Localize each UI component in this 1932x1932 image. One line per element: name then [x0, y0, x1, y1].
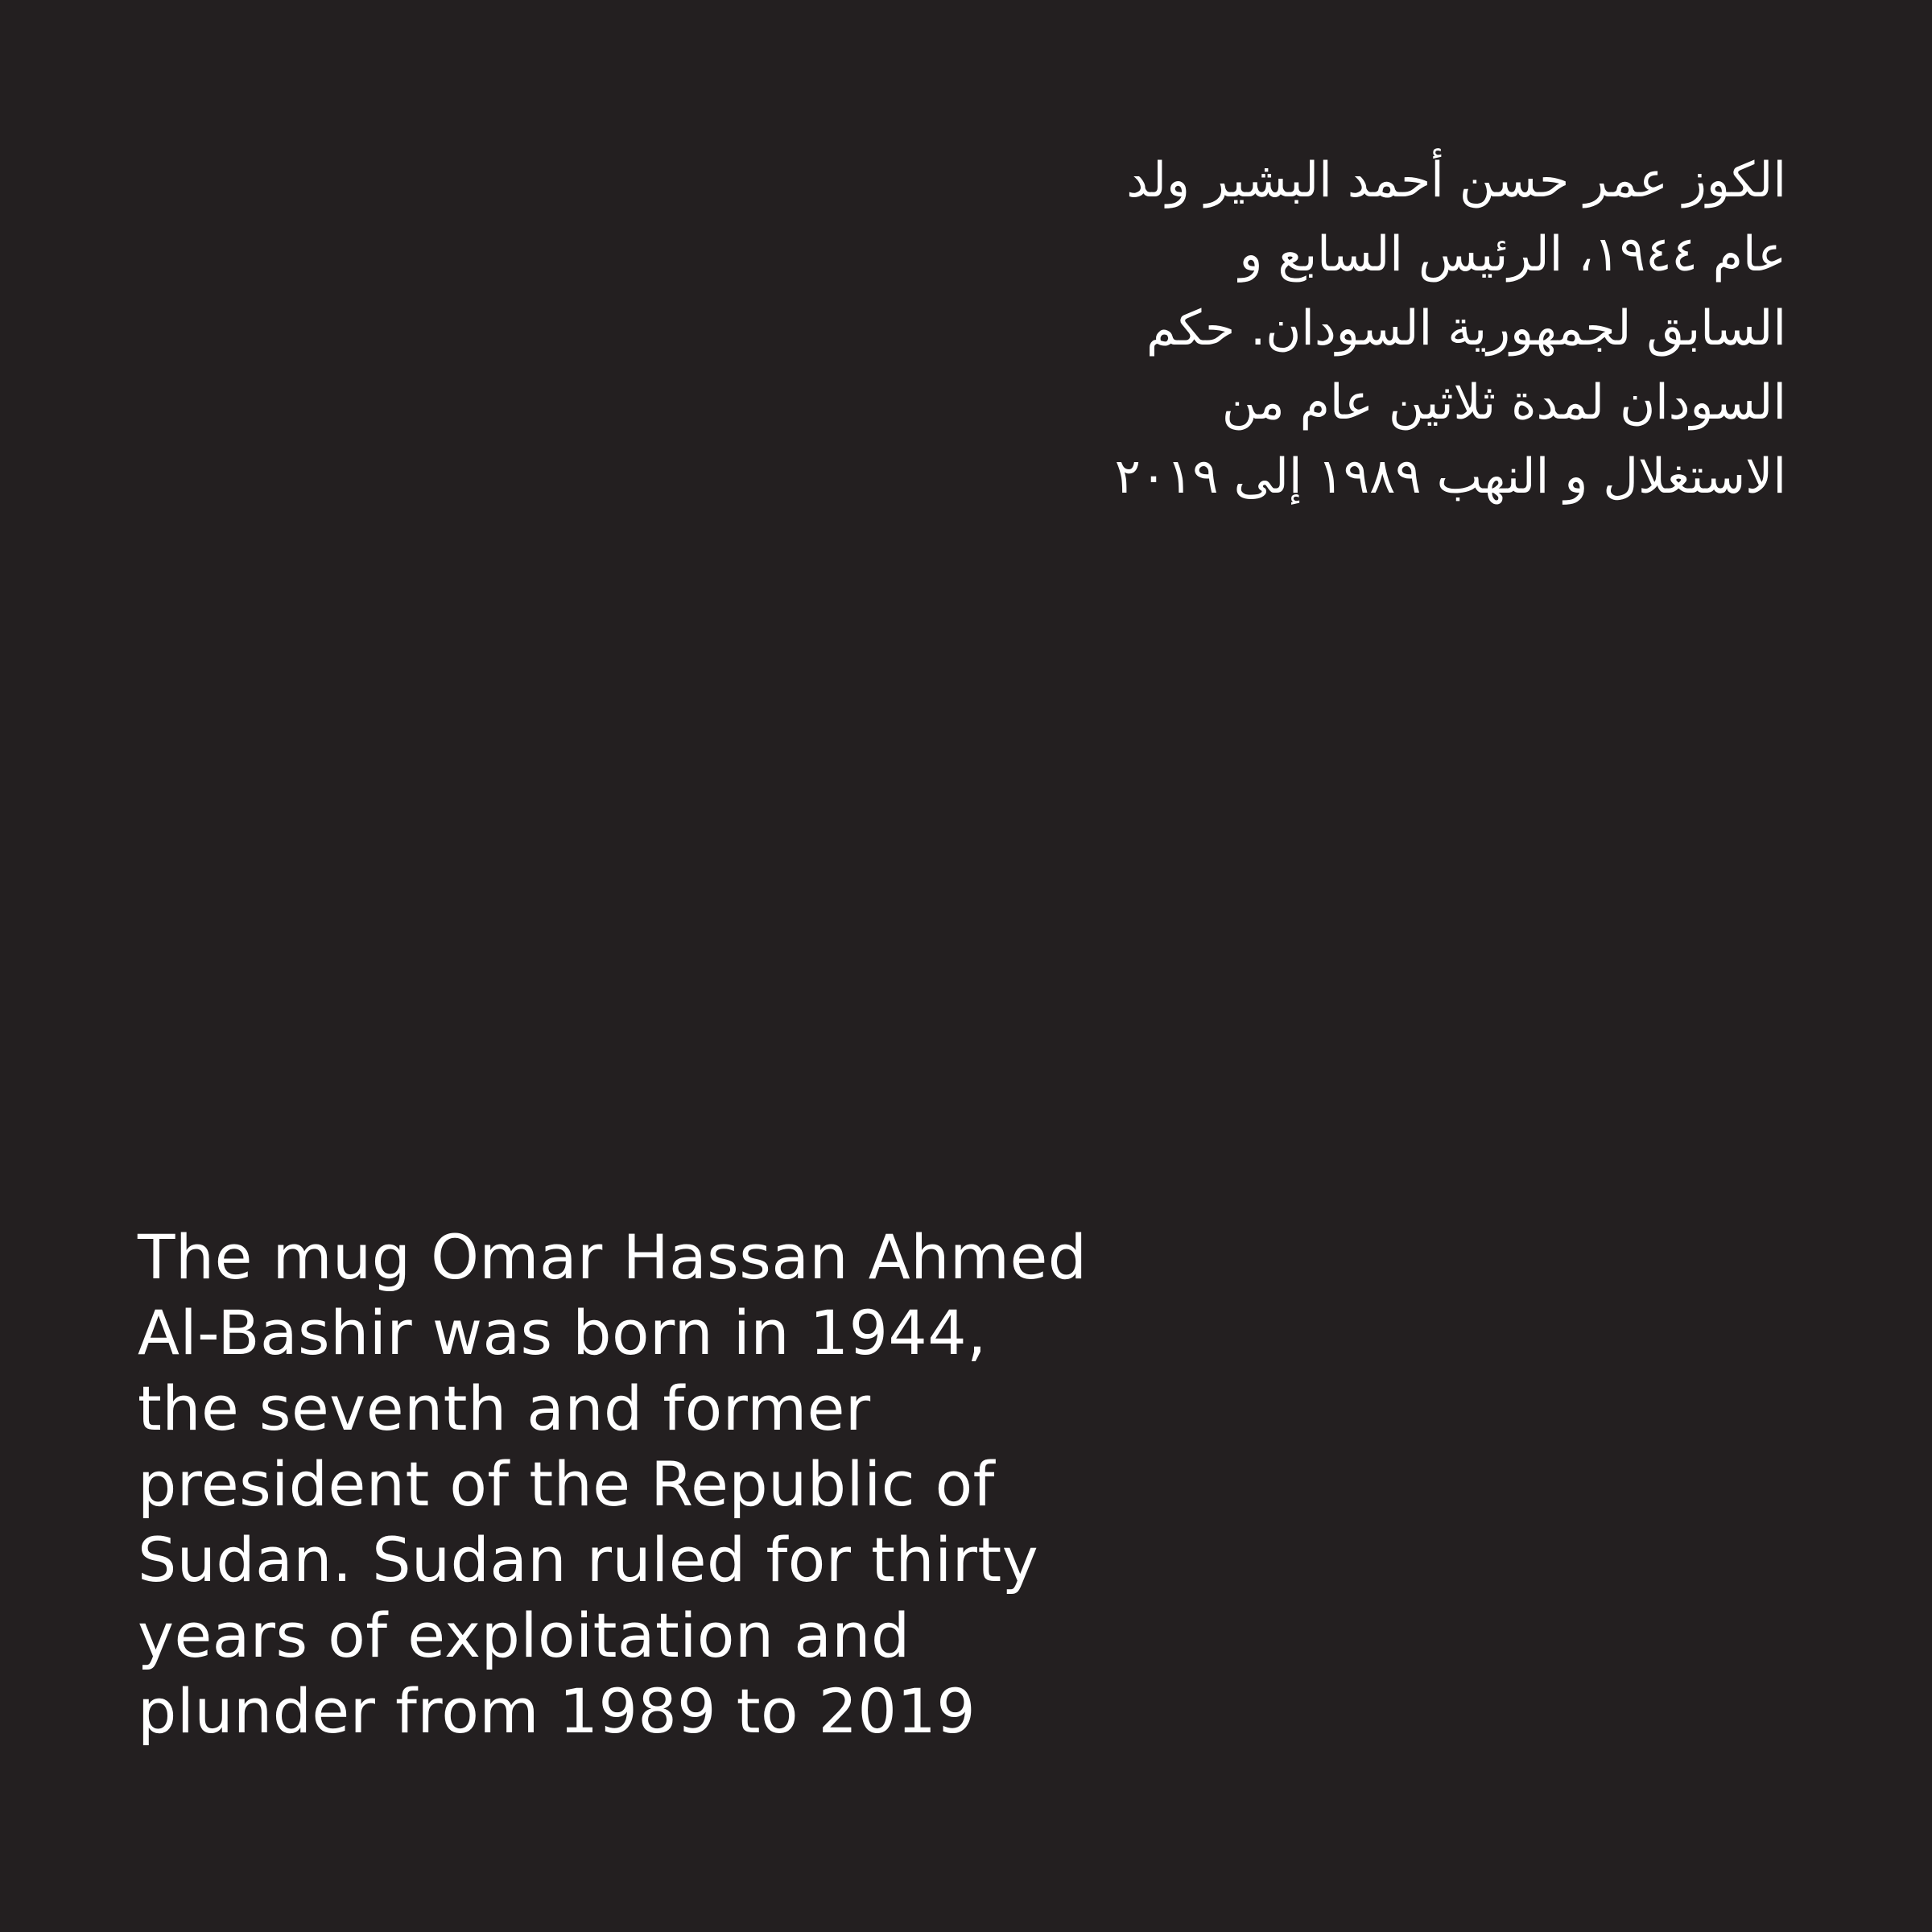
arabic-line: عام ١٩٤٤، الرئيس السابع و	[1239, 226, 1786, 283]
english-line: The mug Omar Hassan Ahmed	[138, 1221, 1088, 1293]
arabic-line: الكوز عمر حسن أحمد البشير ولد	[1126, 152, 1786, 208]
english-line: Al-Bashir was born in 1944,	[138, 1297, 987, 1368]
english-text-block	[138, 1220, 1184, 1749]
english-line: Sudan. Sudan ruled for thirty	[138, 1524, 1039, 1596]
english-line: the seventh and former	[138, 1373, 871, 1444]
arabic-line: السابق لجمهورية السودان. حكم	[1146, 300, 1786, 357]
arabic-line: السودان لمدة ثلاثين عام من	[1221, 374, 1786, 431]
english-line: president of the Republic of	[138, 1448, 995, 1520]
english-line: plunder from 1989 to 2019	[138, 1675, 976, 1747]
english-line: years of exploitation and	[138, 1600, 910, 1671]
arabic-line: الاستغلال و النهب ١٩٨٩ إلى ٢٠١٩	[1114, 448, 1786, 505]
arabic-text-block	[901, 143, 1786, 514]
